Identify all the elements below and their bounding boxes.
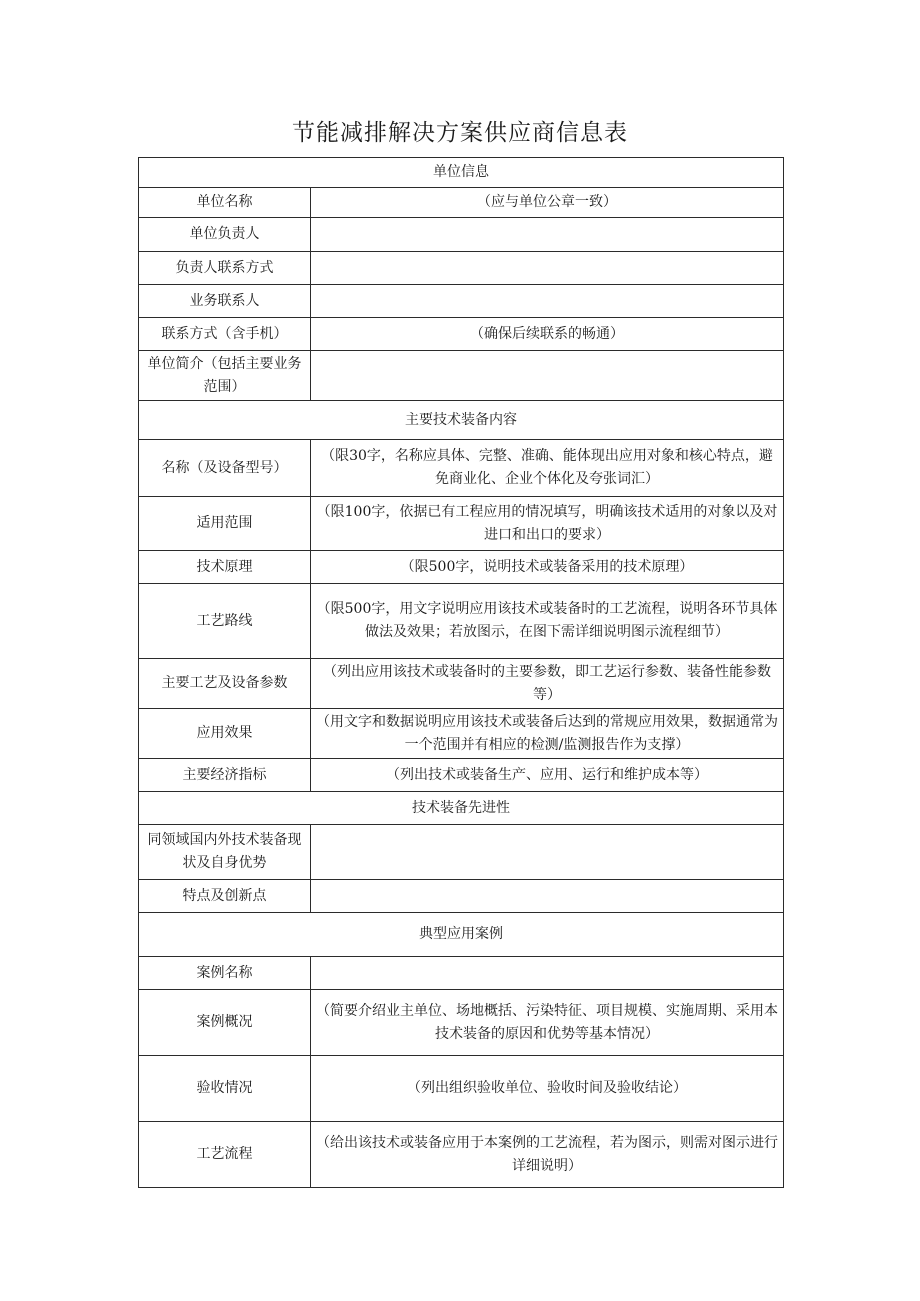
- table-row: [139, 318, 784, 351]
- table-row: [139, 188, 784, 218]
- section-tech-content: 主要技术装备内容: [139, 401, 784, 440]
- table-row: [139, 584, 784, 659]
- label-status-advantage: 同领域国内外技术装备现状及自身优势: [139, 825, 311, 880]
- table-row: [139, 1122, 784, 1188]
- value-tech-name[interactable]: （限30字，名称应具体、完整、准确、能体现出应用对象和核心特点，避免商业化、企业个体化及夸张词汇）: [311, 440, 784, 497]
- label-effect: 应用效果: [139, 709, 311, 759]
- value-contact-method[interactable]: （确保后续联系的畅通）: [311, 318, 784, 351]
- label-economic: 主要经济指标: [139, 759, 311, 792]
- value-case-process[interactable]: （给出该技术或装备应用于本案例的工艺流程，若为图示，则需对图示进行详细说明）: [311, 1122, 784, 1188]
- label-contact-method: 联系方式（含手机）: [139, 318, 311, 351]
- value-process-route[interactable]: （限500字，用文字说明应用该技术或装备时的工艺流程，说明各环节具体做法及效果；若放图示，在图下需详细说明图示流程细节）: [311, 584, 784, 659]
- table-row: [139, 218, 784, 252]
- table-row: [139, 990, 784, 1056]
- value-principle[interactable]: （限500字，说明技术或装备采用的技术原理）: [311, 551, 784, 584]
- label-principle: 技术原理: [139, 551, 311, 584]
- table-row: [139, 709, 784, 759]
- value-parameters[interactable]: （列出应用该技术或装备时的主要参数，即工艺运行参数、装备性能参数等）: [311, 659, 784, 709]
- value-effect[interactable]: （用文字和数据说明应用该技术或装备后达到的常规应用效果，数据通常为一个范围并有相应的检测/监测报告作为支撑）: [311, 709, 784, 759]
- value-innovation[interactable]: [311, 880, 784, 913]
- label-case-overview: 案例概况: [139, 990, 311, 1056]
- table-row: [139, 1056, 784, 1122]
- label-unit-intro: 单位简介（包括主要业务范围）: [139, 351, 311, 401]
- table-row: [139, 825, 784, 880]
- value-status-advantage[interactable]: [311, 825, 784, 880]
- section-row: [139, 792, 784, 825]
- label-unit-head: 单位负责人: [139, 218, 311, 252]
- table-row: [139, 551, 784, 584]
- label-tech-name: 名称（及设备型号）: [139, 440, 311, 497]
- value-unit-intro[interactable]: [311, 351, 784, 401]
- table-row: [139, 497, 784, 551]
- table-row: [139, 880, 784, 913]
- section-row: [139, 913, 784, 957]
- section-row: [139, 158, 784, 188]
- table-row: [139, 440, 784, 497]
- value-unit-head[interactable]: [311, 218, 784, 252]
- value-case-name[interactable]: [311, 957, 784, 990]
- table-row: [139, 252, 784, 285]
- table-row: [139, 759, 784, 792]
- value-head-contact[interactable]: [311, 252, 784, 285]
- table-row: [139, 351, 784, 401]
- label-unit-name: 单位名称: [139, 188, 311, 218]
- section-row: [139, 401, 784, 440]
- section-advancement: 技术装备先进性: [139, 792, 784, 825]
- label-acceptance: 验收情况: [139, 1056, 311, 1122]
- label-head-contact: 负责人联系方式: [139, 252, 311, 285]
- label-case-process: 工艺流程: [139, 1122, 311, 1188]
- table-row: [139, 659, 784, 709]
- value-economic[interactable]: （列出技术或装备生产、应用、运行和维护成本等）: [311, 759, 784, 792]
- value-acceptance[interactable]: （列出组织验收单位、验收时间及验收结论）: [311, 1056, 784, 1122]
- value-scope[interactable]: （限100字，依据已有工程应用的情况填写，明确该技术适用的对象以及对进口和出口的要求）: [311, 497, 784, 551]
- value-business-contact[interactable]: [311, 285, 784, 318]
- table-row: [139, 957, 784, 990]
- label-process-route: 工艺路线: [139, 584, 311, 659]
- label-business-contact: 业务联系人: [139, 285, 311, 318]
- table-row: [139, 285, 784, 318]
- label-scope: 适用范围: [139, 497, 311, 551]
- label-innovation: 特点及创新点: [139, 880, 311, 913]
- section-unit-info: 单位信息: [139, 158, 784, 188]
- value-unit-name[interactable]: （应与单位公章一致）: [311, 188, 784, 218]
- page-title: 节能减排解决方案供应商信息表: [292, 120, 628, 146]
- section-cases: 典型应用案例: [139, 913, 784, 957]
- value-case-overview[interactable]: （简要介绍业主单位、场地概括、污染特征、项目规模、实施周期、采用本技术装备的原因和优势等基本情况）: [311, 990, 784, 1056]
- supplier-info-table: [138, 157, 784, 1188]
- label-parameters: 主要工艺及设备参数: [139, 659, 311, 709]
- label-case-name: 案例名称: [139, 957, 311, 990]
